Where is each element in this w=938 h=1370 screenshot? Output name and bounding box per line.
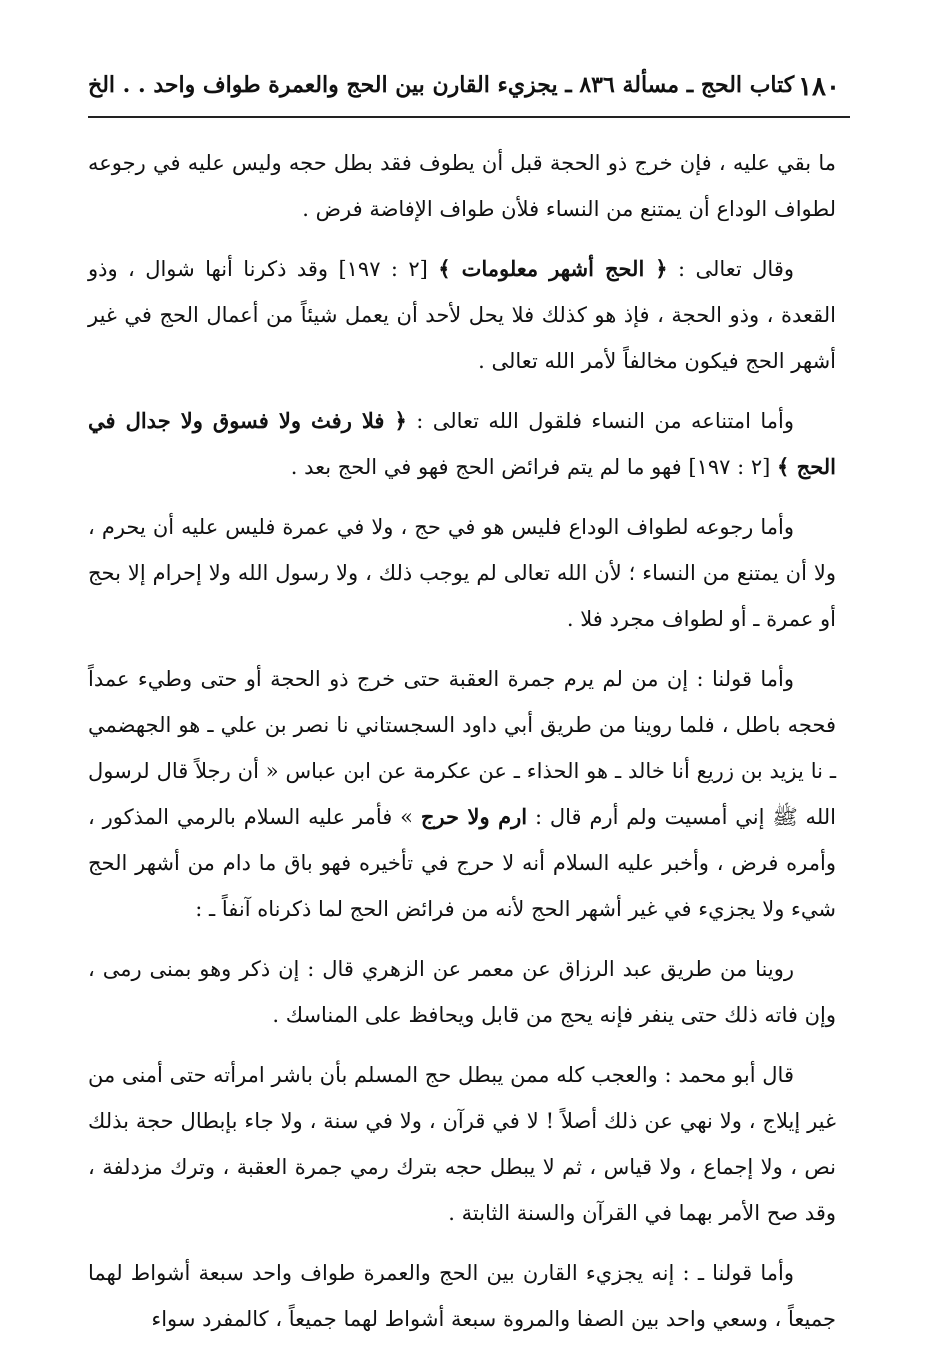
paragraph-6: روينا من طريق عبد الرزاق عن معمر عن الزهري قال : إن ذكر وهو بمنى رمى ، وإن فاته ذلك حتى ينفر فإنه يحج من قابل ويحافظ على المناسك .	[88, 957, 836, 1027]
paragraph-4: وأما رجوعه لطواف الوداع فليس هو في حج ، ولا في عمرة فليس عليه أن يحرم ، ولا أن يمتنع من النساء ؛ لأن الله تعالى لم يوجب ذلك ، ولا رسول الله ولا إحرام إلا بحج أو عمرة ـ أو لطواف مجرد فلا .	[88, 515, 836, 631]
page-header	[88, 58, 850, 118]
paragraph-2: وقال تعالى : ﴿ الحج أشهر معلومات ﴾ [٢ : ١٩٧] وقد ذكرنا أنها شوال ، وذو القعدة ، وذو الحجة ، فإذ هو كذلك فلا يحل لأحد أن يعمل شيئاً من أعمال الحج في غير أشهر الحج فيكون مخالفاً لأمر الله تعالى .	[88, 256, 836, 373]
quran-quote: ﴿ فلا رفث ولا فسوق ولا جدال في الحج ﴾	[88, 408, 836, 479]
paragraph-1: ما بقي عليه ، فإن خرج ذو الحجة قبل أن يطوف فقد بطل حجه وليس عليه في رجوعه لطواف الوداع أن يمتنع من النساء فلأن طواف الإفاضة فرض .	[88, 151, 836, 221]
page-body	[88, 140, 836, 1356]
paragraph-3: وأما امتناعه من النساء فلقول الله تعالى : ﴿ فلا رفث ولا فسوق ولا جدال في الحج ﴾ [٢ : ١٩٧] فهو ما لم يتم فرائض الحج فهو في الحج بعد .	[88, 408, 836, 479]
hadith-quote: ارم ولا حرج	[420, 804, 528, 829]
header-divider	[88, 116, 850, 118]
paragraph-8: وأما قولنا ـ : إنه يجزيء القارن بين الحج والعمرة طواف واحد سبعة أشواط لهما جميعاً ، وسعي واحد بين الصفا والمروة سبعة أشواط لهما جميعاً ، كالمفرد سواء	[88, 1261, 836, 1331]
paragraph-5: وأما قولنا : إن من لم يرم جمرة العقبة حتى خرج ذو الحجة أو حتى وطيء عمداً فحجه باطل ، فلما روينا من طريق أبي داود السجستاني نا نصر بن علي ـ هو الجهضمي ـ نا يزيد بن زريع أنا خالد ـ هو الحذاء ـ عن عكرمة عن ابن عباس « أن رجلاً قال لرسول الله ﷺ إني أمسيت ولم أرم قال : ارم ولا حرج » فأمر عليه السلام بالرمي المذكور ، وأمره فرض ، وأخبر عليه السلام أنه لا حرج في تأخيره فهو باق ما دام من أشهر الحج شيء ولا يجزيء في غير أشهر الحج لأنه من فرائض الحج لما ذكرناه آنفاً ـ :	[88, 667, 837, 921]
page-number: ١٨٠	[798, 72, 840, 102]
quran-quote: ﴿ الحج أشهر معلومات ﴾	[438, 256, 668, 281]
running-title: كتاب الحج ـ مسألة ٨٣٦ ـ يجزيء القارن بين الحج والعمرة طواف واحد . . الخ	[88, 72, 795, 98]
paragraph-7: قال أبو محمد : والعجب كله ممن يبطل حج المسلم بأن باشر امرأته حتى أمنى من غير إيلاج ، ولا نهي عن ذلك أصلاً ! لا في قرآن ، ولا في سنة ، ولا جاء بإبطال حجة بذلك نص ، ولا إجماع ، ولا قياس ، ثم لا يبطل حجه بترك رمي جمرة العقبة ، وترك مزدلفة ، وقد صح الأمر بهما في القرآن والسنة الثابتة .	[88, 1063, 836, 1225]
